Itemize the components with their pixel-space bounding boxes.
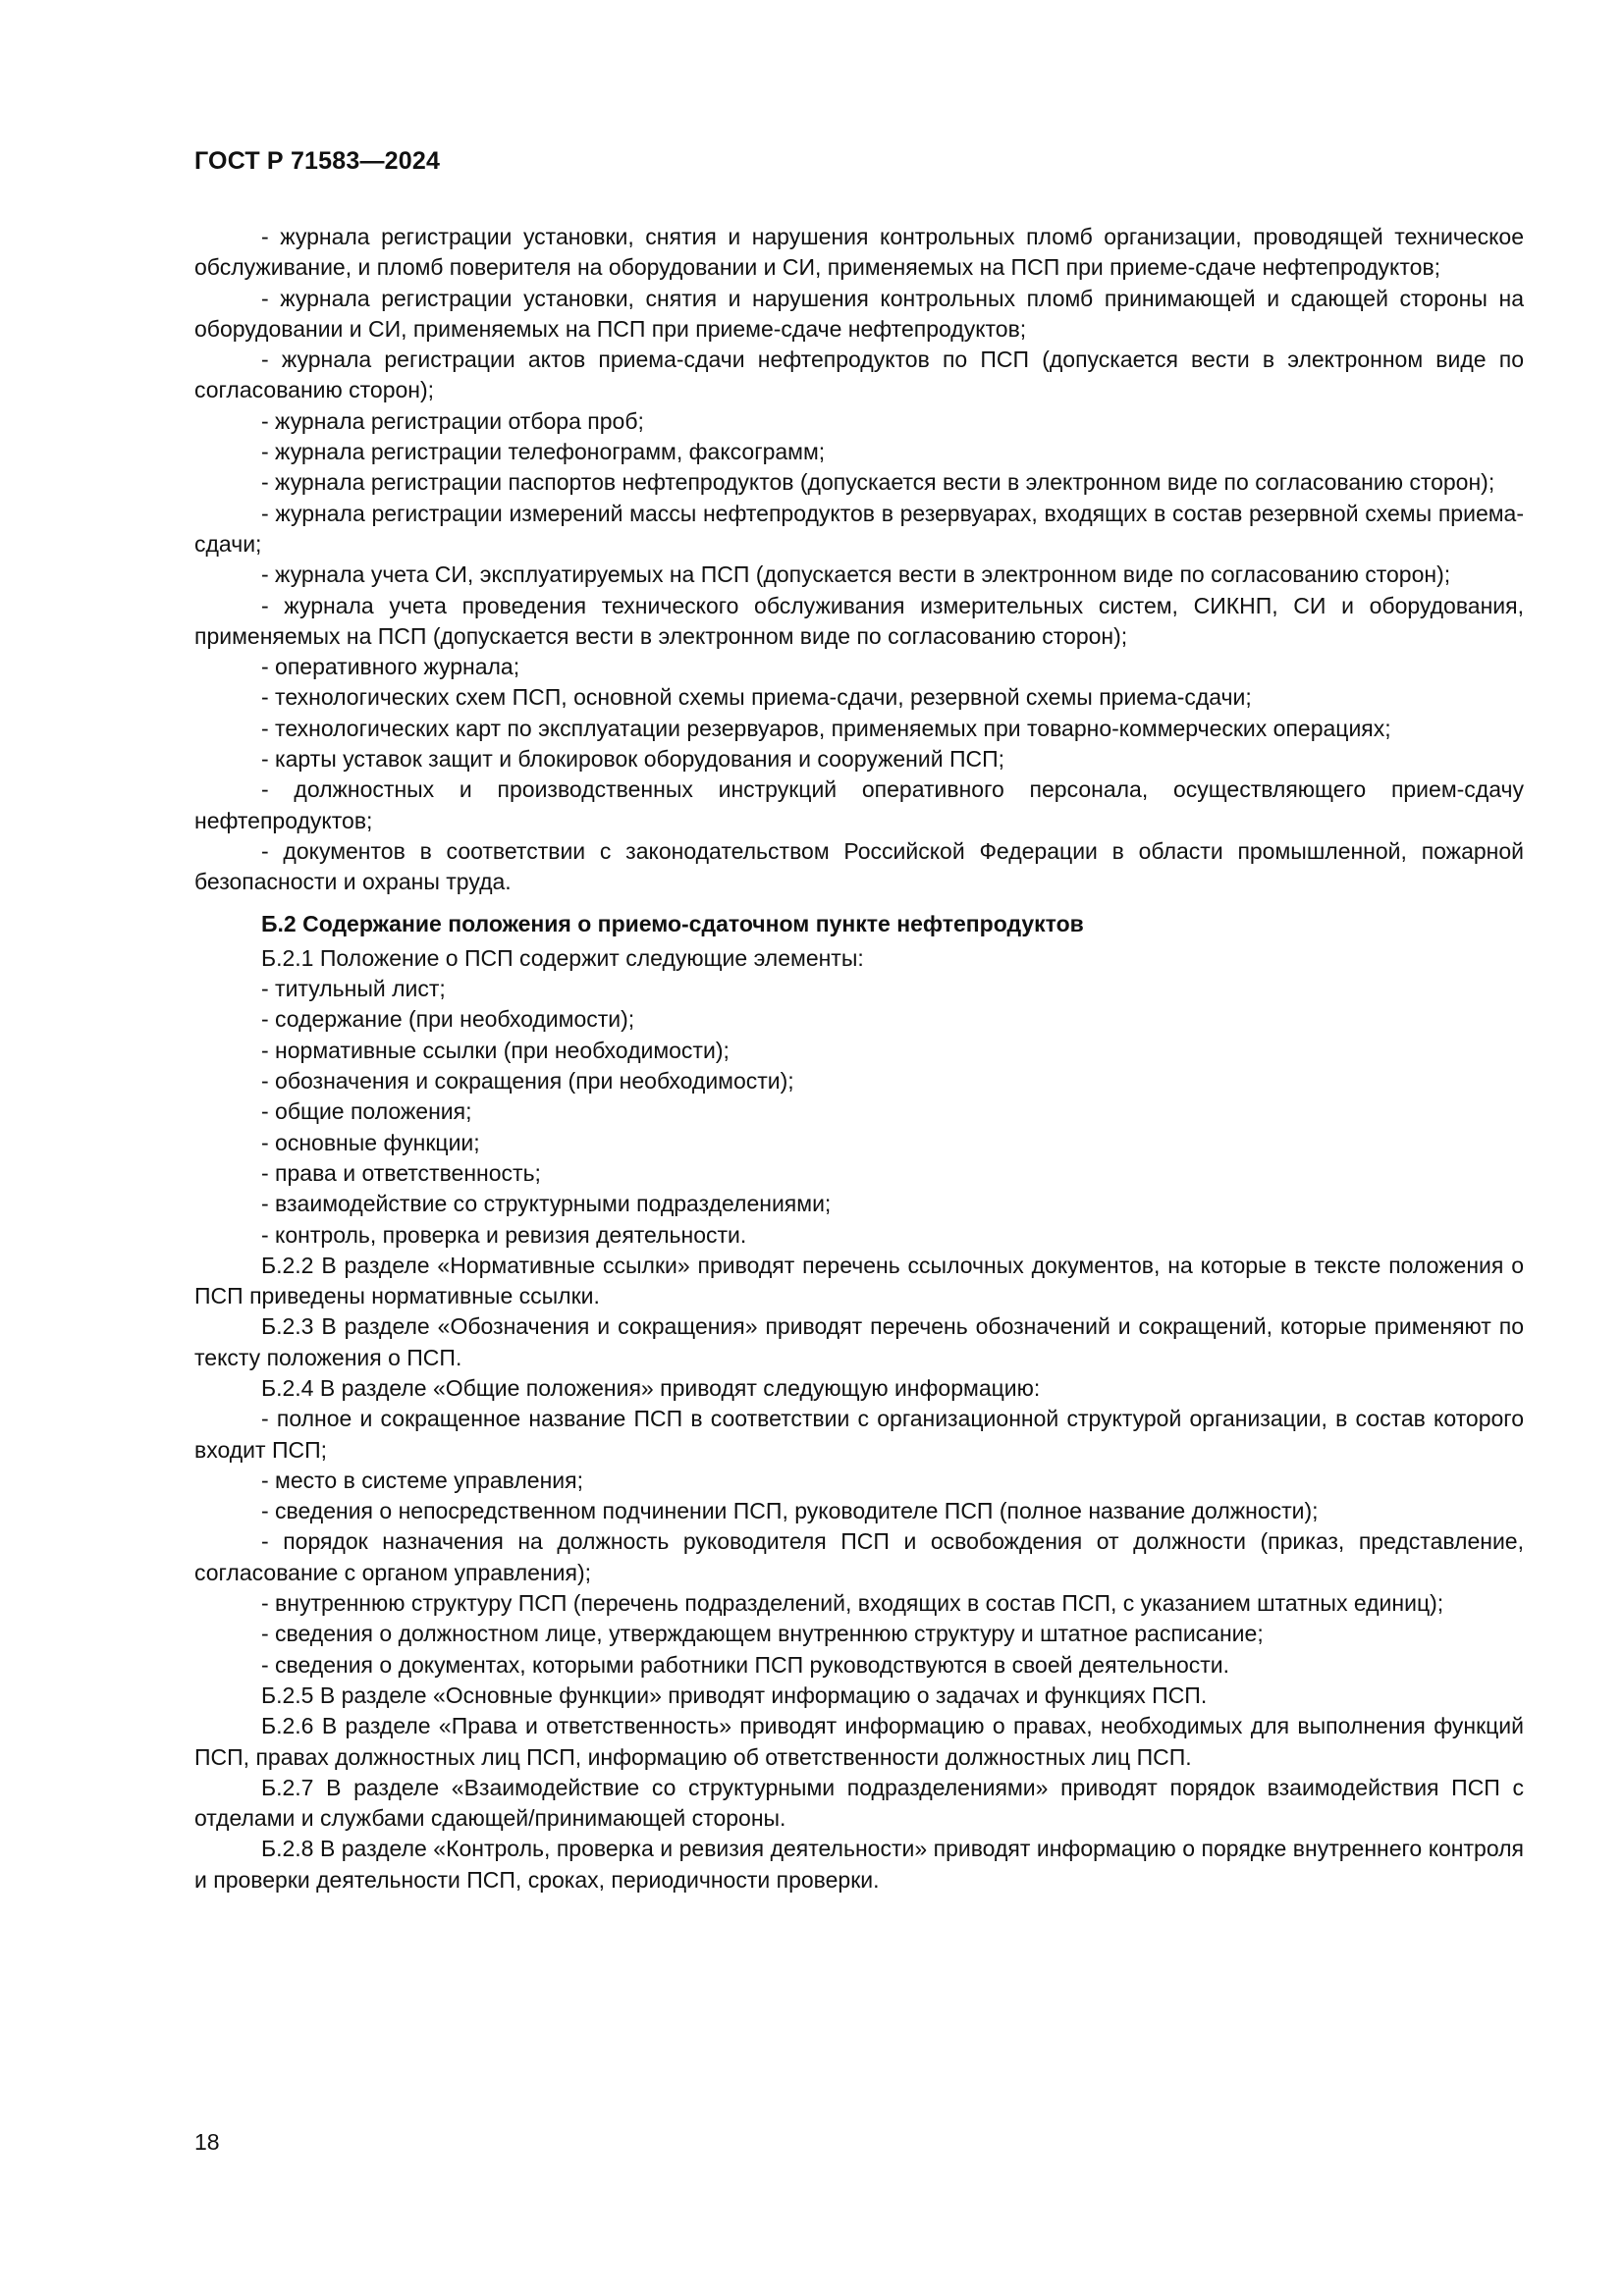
clause-paragraph: Б.2.1 Положение о ПСП содержит следующие элементы: xyxy=(261,944,864,971)
list-item: - сведения о непосредственном подчинении ПСП, руководителе ПСП (полное название должности); xyxy=(261,1498,1319,1524)
list-item: - журнала регистрации телефонограмм, факсограмм; xyxy=(261,439,826,465)
clause-paragraph: Б.2.7 В разделе «Взаимодействие со структурными подразделениями» приводят порядок взаимодействия ПСП с отделами и службами сдающей/принимающей стороны. xyxy=(194,1774,1524,1832)
clause-paragraph: Б.2.3 В разделе «Обозначения и сокращения» приводят перечень обозначений и сокращений, которые применяют по тексту положения о ПСП. xyxy=(194,1313,1524,1370)
list-item: - журнала регистрации установки, снятия и нарушения контрольных пломб организации, проводящей техническое обслуживание, и пломб поверителя на оборудовании и СИ, применяемых на ПСП при приеме-сдаче нефтепродуктов; xyxy=(194,224,1524,281)
list-item: - взаимодействие со структурными подразделениями; xyxy=(261,1191,832,1217)
list-item: - титульный лист; xyxy=(261,976,446,1002)
clause-paragraph: Б.2.8 В разделе «Контроль, проверка и ревизия деятельности» приводят информацию о порядке внутреннего контроля и проверки деятельности ПСП, сроках, периодичности проверки. xyxy=(194,1836,1524,1893)
list-item: - технологических карт по эксплуатации резервуаров, применяемых при товарно-коммерческих операциях; xyxy=(261,715,1391,741)
list-item: - журнала регистрации актов приема-сдачи нефтепродуктов по ПСП (допускается вести в электронном виде по согласованию сторон); xyxy=(194,347,1524,403)
list-item: - документов в соответствии с законодательством Российской Федерации в области промышленной, пожарной безопасности и охраны труда. xyxy=(194,837,1524,895)
list-item: - место в системе управления; xyxy=(261,1467,583,1493)
page-body xyxy=(194,222,1524,1896)
list-item: - контроль, проверка и ревизия деятельности. xyxy=(261,1221,747,1248)
list-item: - журнала регистрации паспортов нефтепродуктов (допускается вести в электронном виде по согласованию сторон); xyxy=(261,469,1495,496)
list-item: - основные функции; xyxy=(261,1129,480,1155)
list-item: - сведения о должностном лице, утверждающем внутреннюю структуру и штатное расписание; xyxy=(261,1621,1264,1647)
list-item: - общие положения; xyxy=(261,1098,472,1125)
list-item: - журнала учета СИ, эксплуатируемых на ПСП (допускается вести в электронном виде по согласованию сторон); xyxy=(261,561,1451,588)
list-item: - журнала регистрации установки, снятия и нарушения контрольных пломб принимающей и сдающей стороны на оборудовании и СИ, применяемых на ПСП при приеме-сдаче нефтепродуктов; xyxy=(194,285,1524,342)
list-item: - права и ответственность; xyxy=(261,1159,541,1186)
page-number: 18 xyxy=(194,2129,220,2155)
list-item: - содержание (при необходимости); xyxy=(261,1006,635,1033)
section-heading: Б.2 Содержание положения о приемо-сдаточном пункте нефтепродуктов xyxy=(261,910,1084,936)
list-item: - оперативного журнала; xyxy=(261,654,520,680)
list-item: - внутреннюю структуру ПСП (перечень подразделений, входящих в состав ПСП, с указанием штатных единиц); xyxy=(261,1590,1444,1617)
clause-paragraph: Б.2.6 В разделе «Права и ответственность» приводят информацию о правах, необходимых для выполнения функций ПСП, правах должностных лиц ПСП, информацию об ответственности должностных лиц ПСП. xyxy=(194,1713,1524,1770)
list-item: - сведения о документах, которыми работники ПСП руководствуются в своей деятельности. xyxy=(261,1651,1230,1678)
list-item: - обозначения и сокращения (при необходимости); xyxy=(261,1068,794,1095)
list-item: - журнала регистрации отбора проб; xyxy=(261,407,644,434)
list-item: - технологических схем ПСП, основной схемы приема-сдачи, резервной схемы приема-сдачи; xyxy=(261,684,1252,711)
list-item: - журнала регистрации измерений массы нефтепродуктов в резервуарах, входящих в состав резервной схемы приема-сдачи; xyxy=(194,500,1524,557)
list-item: - порядок назначения на должность руководителя ПСП и освобождения от должности (приказ, представление, согласование с органом управления); xyxy=(194,1528,1524,1585)
list-item: - должностных и производственных инструкций оперативного персонала, осуществляющего прием-сдачу нефтепродуктов; xyxy=(194,776,1524,833)
clause-paragraph: Б.2.2 В разделе «Нормативные ссылки» приводят перечень ссылочных документов, на которые в тексте положения о ПСП приведены нормативные ссылки. xyxy=(194,1252,1524,1309)
list-item: - журнала учета проведения технического обслуживания измерительных систем, СИКНП, СИ и оборудования, применяемых на ПСП (допускается вести в электронном виде по согласованию сторон); xyxy=(194,592,1524,649)
clause-paragraph: Б.2.4 В разделе «Общие положения» приводят следующую информацию: xyxy=(261,1374,1041,1401)
document-header: ГОСТ Р 71583—2024 xyxy=(194,147,441,175)
clause-paragraph: Б.2.5 В разделе «Основные функции» приводят информацию о задачах и функциях ПСП. xyxy=(261,1682,1208,1708)
list-item: - карты уставок защит и блокировок оборудования и сооружений ПСП; xyxy=(261,746,1005,773)
list-item: - нормативные ссылки (при необходимости); xyxy=(261,1037,730,1063)
list-item: - полное и сокращенное название ПСП в соответствии с организационной структурой организации, в состав которого входит ПСП; xyxy=(194,1406,1524,1463)
